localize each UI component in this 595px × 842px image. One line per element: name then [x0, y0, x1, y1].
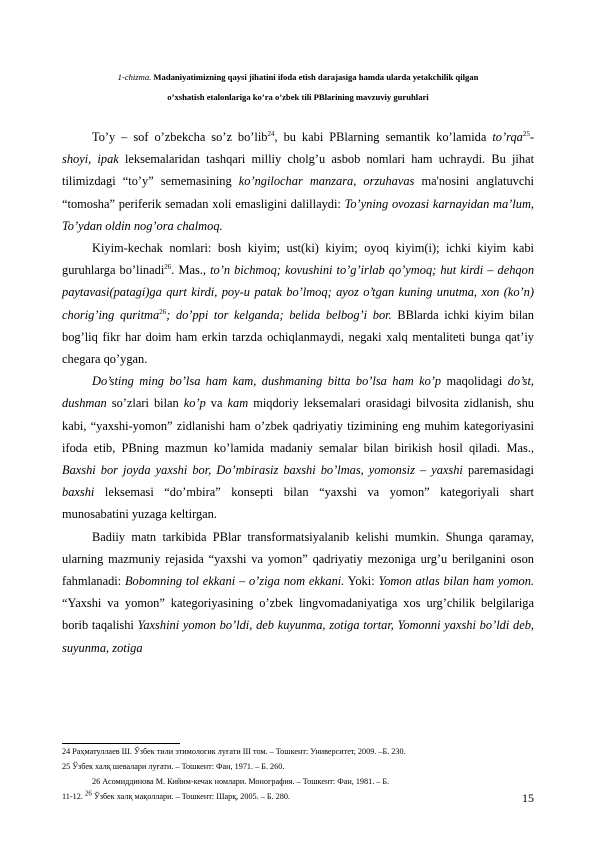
- italic-run: ko’ngilochar manzara: [238, 174, 354, 189]
- italic-run: ; do’ppi tor kelganda; belida belbog’i bor.: [166, 307, 392, 322]
- text-run: , bu kabi PBlarning semantik ko’lamida: [274, 130, 493, 144]
- italic-run: baxshi: [62, 485, 95, 500]
- page-number: 15: [522, 791, 534, 805]
- text-run: va: [205, 396, 228, 411]
- text-run: . Mas.,: [171, 263, 211, 278]
- italic-run: To’yning ovozasi karnayidan ma’lum, To’ydan oldin nog’ora chalmoq.: [62, 196, 534, 233]
- text-run: leksemalaridan tashqari milliy cholg’u asbob nomlari ham uchraydi. Bu jihat tilimizdagi “to’y” sememasining: [62, 152, 535, 189]
- footnote-ref-26[interactable]: 26: [164, 263, 172, 272]
- text-run: miqdoriy leksemalari orasidagi bilvosita zidlanish, shu kabi, “yaxshi-yomon” zidlanishi ham o’zbek qadriyatiy tizimining eng muhim kategoriyasini ifoda etib, PBning mazmun ko’lamida madaniy semalar bilan birikish hosil qiladi. Mas.,: [62, 396, 534, 455]
- paragraph-1: [62, 126, 534, 237]
- italic-run: kam: [227, 396, 249, 411]
- text-run: ,: [353, 174, 364, 189]
- footnote-24: 24 Раҳматуллаев Ш. Ўзбек тили этимологик луғати III том. – Тошкент: Университет, 2009. –Б. 230.: [62, 747, 406, 756]
- text-run: Kiyim-kechak nomlari: bosh kiyim; ust(ki) kiyim; oyoq kiyim(i); ichki kiyim kabi guruhlarga bo’linadi: [62, 241, 534, 278]
- text-run: maqolidagi: [441, 374, 508, 389]
- figure-label: 1-chizma.: [117, 72, 152, 82]
- footnote-text: Ўзбек халқ мақоллари. – Тошкент: Шарқ, 2005. – Б. 280.: [91, 792, 291, 801]
- footnote-marker: 26: [84, 789, 92, 798]
- text-run: To’y – sof o’zbekcha so’z bo’lib: [92, 130, 268, 144]
- footnote-ref-24[interactable]: 24: [267, 129, 275, 138]
- italic-run: Yomon atlas bilan ham yomon.: [378, 574, 535, 589]
- text-run: paremasidagi: [462, 463, 534, 478]
- italic-run: do’st, dushman: [62, 374, 534, 411]
- footnote-ref-25[interactable]: 25: [522, 129, 530, 138]
- paragraph-4: [62, 526, 534, 659]
- text-run: so’zlari bilan: [106, 396, 184, 411]
- caption-line-1: Madaniyatimizning qaysi jihatini ifoda etish darajasiga hamda ularda yetakchilik qilgan: [153, 72, 479, 82]
- italic-run: to’n bichmoq; kovushini to’g’irlab qo’ymoq; hut kirdi – dehqon paytavasi(patagi)ga qurt kirdi, poy-u patak bo’lmoq; ayoz o’tgan kuning unutma, xon (ko’n) chorig’ing quritma: [62, 263, 535, 322]
- italic-run: Baxshi bor joyda yaxshi bor, Do’mbirasiz baxshi bo’lmas, yomonsiz – yaxshi: [62, 463, 463, 478]
- italic-run: Bobomning tol ekkani – o’ziga nom ekkani.: [124, 574, 345, 589]
- caption-line-2: o’xshatish etalonlariga ko’ra o’zbek tili PBlarining mavzuviy guruhlari: [167, 92, 429, 102]
- footnote-ref-26b[interactable]: 26: [159, 307, 167, 316]
- italic-run: to’rqa: [492, 130, 523, 144]
- footnote-26: 26 Асомиддинова М. Кийим-кечак номлари. Монография. – Тошкент: Фан, 1981. – Б.: [92, 777, 390, 786]
- text-run: BBlarda ichki kiyim bilan bog’liq fikr har doim ham erkin tarzda ochiqlanmaydi, negaki xalq mentaliteti bunga qat’iy chegara qo’ygan.: [62, 307, 534, 367]
- text-run: Yoki:: [344, 574, 379, 589]
- italic-run: Yaxshini yomon bo’ldi, deb kuyunma, zotiga tortar, Yomonni yaxshi bo’ldi deb, suyunma, zotiga: [62, 618, 534, 655]
- body-text: [62, 126, 534, 659]
- text-run: Badiiy matn tarkibida PBlar transformatsiyalanib kelishi mumkin. Shunga qaramay, ularning mazmuniy rejasida “yaxshi va yomon” qadriyatiy mezoniga urg’u berilganini oson fahmlanadi:: [62, 529, 534, 589]
- text-run: “Yaxshi va yomon” kategoriyasining o’zbek lingvomadaniyatiga xos urg’chilik belgilariga borib taqalishi: [62, 596, 534, 633]
- italic-run: ko’p: [183, 396, 206, 411]
- footnote-26-continued: [62, 789, 534, 804]
- text-run: ma'nosini anglatuvchi “tomosha” periferik semadan xoli emasligini dalillaydi:: [62, 174, 534, 211]
- italic-run: orzuhavas: [363, 174, 415, 189]
- figure-caption: [62, 67, 534, 107]
- paragraph-2: [62, 237, 534, 370]
- footnotes: [62, 744, 534, 804]
- paragraph-3: [62, 370, 534, 525]
- italic-run: Do’sting ming bo’lsa ham kam, dushmaning bitta bo’lsa ham ko’p: [92, 374, 442, 389]
- italic-run: - shoyi, ipak: [62, 130, 534, 167]
- footnote-text: 11-12.: [62, 792, 83, 801]
- footnote-25: 25 Ўзбек халқ шевалари луғати. – Тошкент: Фан, 1971. – Б. 260.: [62, 762, 285, 771]
- text-run: leksemasi “do’mbira” konsepti bilan “yaxshi va yomon” kategoriyali shart munosabatini yuzaga keltirgan.: [62, 485, 534, 522]
